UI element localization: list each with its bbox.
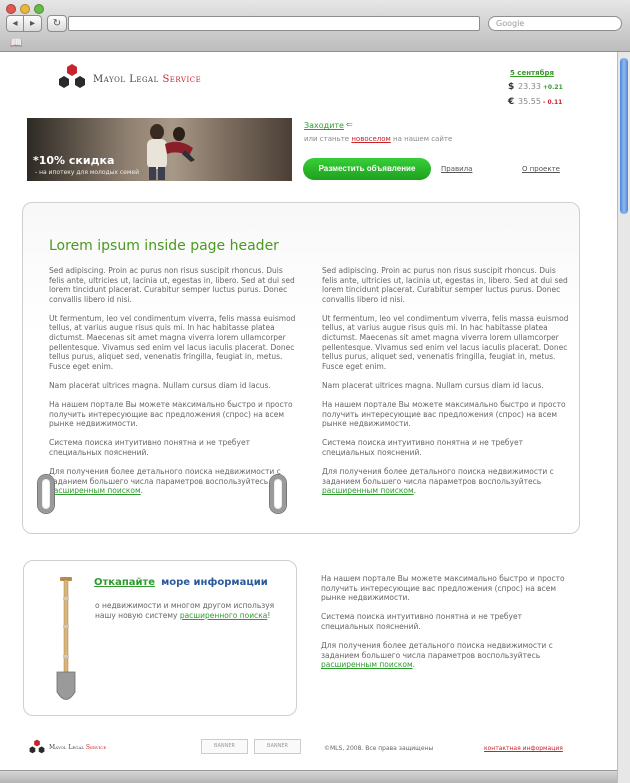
advanced-search-link[interactable]: расширенным поиском [321,660,413,670]
reload-button[interactable] [47,15,67,32]
paragraph [322,467,570,496]
register-text-pre: или станьте [304,135,352,143]
promo-text-end: ! [267,611,271,620]
footer-banner[interactable]: BANNER [254,739,301,754]
reload-icon: ↻ [52,18,62,29]
bookmarks-icon[interactable]: 📖 [10,38,23,49]
contacts-link[interactable]: контактная информация [484,745,563,752]
forward-arrow-icon: ▸ [29,18,36,29]
paragraph: На нашем портале Вы можете максимально быстро и просто получить интересующие вас предложения (спрос) на всем рынке недвижимости. [321,574,565,603]
promo-title-blue: море информации [161,577,268,588]
promo-box [23,560,297,716]
about-link[interactable]: О проекте [522,165,560,173]
paragraph [321,641,569,670]
paragraph-text: Для получения более детального поиска недвижимости с заданием большего числа параметров воспользуйтесь [321,640,553,660]
advanced-search-link[interactable]: расширенным поиском [49,486,141,496]
browser-status-bar [0,770,617,783]
copyright: ©MLS, 2008. Все права защищены [324,745,434,752]
paragraph: Ut fermentum, leo vel condimentum viverra, felis massa euismod tellus, at varius augue risus quis mi. In hac habitasse platea dictumst. Maecenas sit amet magna viverra lorem ullamcorper pellentesque. Vivamus sed enim vel lacus iaculis placerat. Donec tellus purus, aliquet sed, venenatis fringilla, feugiat in, metus. Fusce eget enim. [322,313,569,371]
shovel-icon [54,577,78,707]
paragraph: Система поиска интуитивно понятна и не требует специальных пояснений. [321,612,522,631]
eur-value: 35.55 [518,97,541,106]
rate-eur [508,97,568,107]
advanced-search-link[interactable]: расширенным поиском [322,486,414,496]
rules-link[interactable]: Правила [441,165,473,173]
back-arrow-icon: ◂ [12,18,18,29]
paragraph: Nam placerat ultrices magna. Nullam cursus diam id lacus. [49,380,271,390]
paragraph-text: Для получения более детального поиска недвижимости с заданием большего числа параметров воспользуйтесь [49,467,281,486]
nav-buttons [6,15,67,32]
footer-logo-icon[interactable] [28,739,46,755]
footer-logo-main: Mayol Legal [49,744,86,751]
content-column-left [49,266,297,505]
mortgage-banner[interactable] [27,118,292,181]
footer-logo-accent: Service [85,744,107,751]
vertical-scrollbar[interactable] [617,52,630,783]
paragraph: Система поиска интуитивно понятна и не требует специальных пояснений. [49,438,250,457]
banner-title: *10% скидка [33,154,115,167]
paragraph-text: Для получения более детального поиска недвижимости с заданием большего числа параметров воспользуйтесь [322,467,554,486]
main-content-card [22,202,580,534]
promo-text [95,601,275,621]
paragraph: Sed adipiscing. Proin ac purus non risus suscipit rhoncus. Duis felis ante, ultricies ut, lacinia ut, egestas in, libero. Sed at dui sed lorem tincidunt placerat. Curabitur semper luctus purus. Donec convallis libero id nisi. [322,266,568,304]
minimize-window-button[interactable] [20,4,30,14]
back-button[interactable] [6,15,24,32]
register-link[interactable]: новоселом [351,135,391,143]
paragraph [49,467,297,496]
paragraph-end: . [413,486,417,496]
dollar-icon: $ [508,82,515,92]
browser-toolbar [0,0,630,52]
register-text-post: на нашем сайте [390,135,453,143]
window-controls [6,4,44,14]
paragraph: Система поиска интуитивно понятна и не требует специальных пояснений. [322,438,523,457]
eur-change: - 0.11 [542,99,563,106]
paragraph: На нашем портале Вы можете максимально быстро и просто получить интересующие вас предложения (спрос) на всем рынке недвижимости. [49,400,293,429]
site-logo-text[interactable] [93,74,201,85]
search-field[interactable] [488,16,622,31]
paragraph-end: . [412,660,416,670]
paragraph: Sed adipiscing. Proin ac purus non risus suscipit rhoncus. Duis felis ante, ultricies ut, lacinia ut, egestas in, libero. Sed at dui sed lorem tincidunt placerat. Curabitur semper luctus purus. Donec convallis libero id nisi. [49,266,295,304]
scrollbar-thumb[interactable] [620,58,628,214]
promo-text-body: о недвижимости и многом другом используя нашу новую систему [95,601,275,620]
promo-title-green[interactable]: Откапайте [94,577,156,588]
post-ad-button[interactable]: Разместить объявление [303,158,431,180]
binder-ring-icon [38,475,54,513]
logo-text-main: Mayol Legal [93,74,163,85]
logo-icon[interactable] [57,63,87,91]
side-text [321,574,569,679]
rates-date[interactable]: 5 сентября [510,69,554,77]
footer-banner[interactable]: BANNER [201,739,248,754]
zoom-window-button[interactable] [34,4,44,14]
currency-rates [508,69,568,107]
login-link[interactable]: Заходите [304,121,344,130]
address-bar[interactable] [68,16,480,31]
close-window-button[interactable] [6,4,16,14]
logo-text-accent: Service [162,74,202,85]
paragraph: На нашем портале Вы можете максимально быстро и просто получить интересующие вас предложения (спрос) на всем рынке недвижимости. [322,400,566,429]
promo-title [94,577,268,588]
forward-button[interactable] [24,15,42,32]
binder-ring-icon [270,475,286,513]
paragraph: Ut fermentum, leo vel condimentum viverra, felis massa euismod tellus, at varius augue risus quis mi. In hac habitasse platea dictumst. Maecenas sit amet magna viverra lorem ullamcorper pellentesque. Vivamus sed enim vel lacus iaculis placerat. Donec tellus purus, aliquet sed, venenatis fringilla, feugiat in, metus. Fusce eget enim. [49,313,296,371]
search-placeholder: Google [496,19,525,28]
arrow-left-icon: ⇐ [346,120,353,129]
register-text [304,135,452,143]
usd-value: 23.33 [518,82,541,91]
euro-icon: € [508,97,515,107]
content-column-right [322,266,570,505]
banner-subtitle: - на ипотеку для молодых семей [35,169,139,176]
paragraph: Nam placerat ultrices magna. Nullam cursus diam id lacus. [322,380,544,390]
paragraph-end: . [140,486,144,496]
page-viewport [0,52,617,783]
promo-search-link[interactable]: расширенного поиска [179,611,268,620]
footer-logo-text[interactable] [49,744,106,751]
usd-change: +0.21 [542,84,563,91]
page-title: Lorem ipsum inside page header [49,238,279,254]
rate-usd [508,82,568,92]
